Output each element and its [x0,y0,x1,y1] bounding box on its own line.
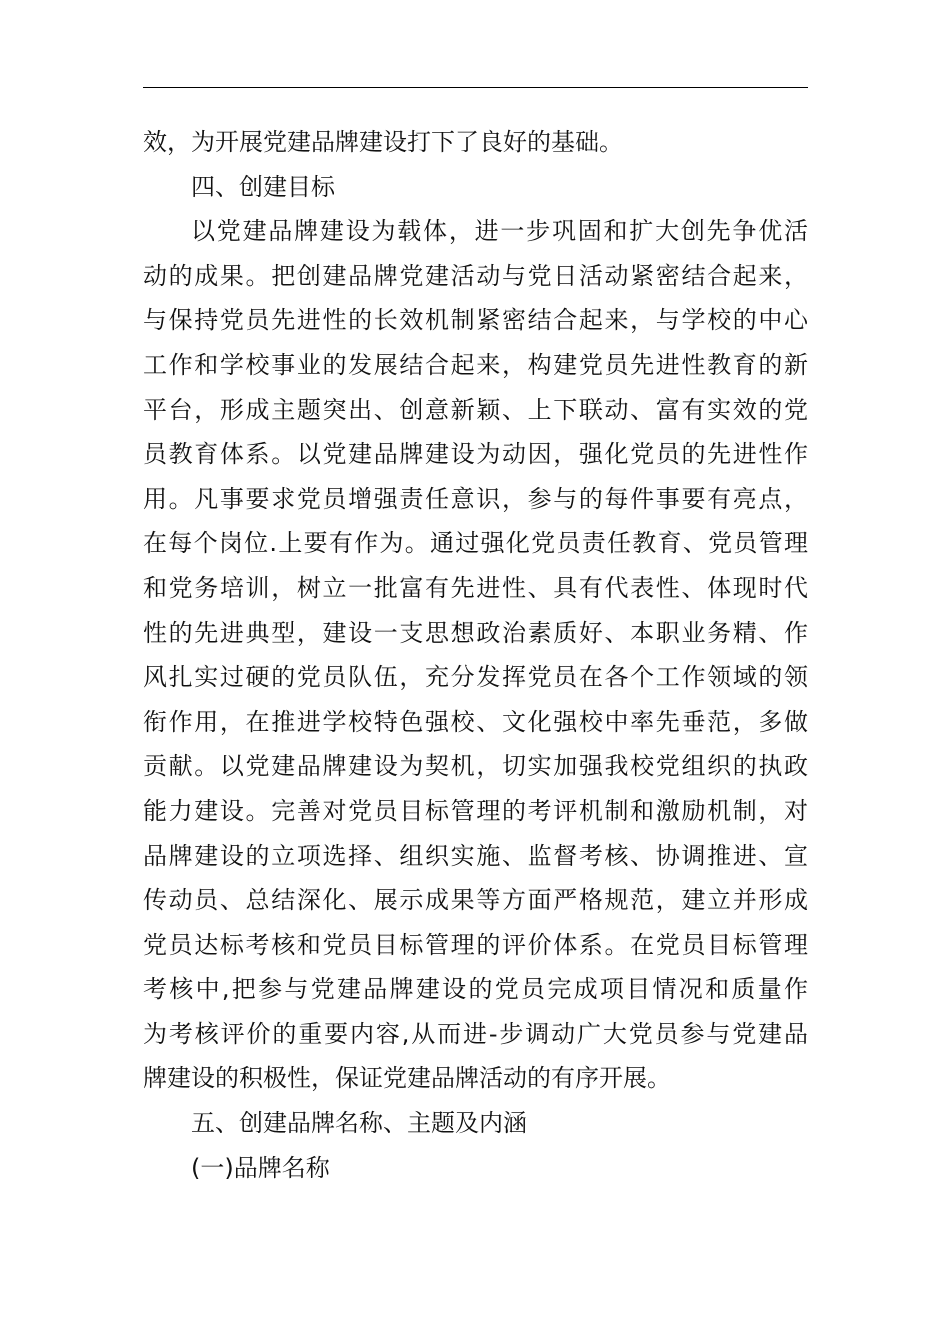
paragraph-line: 效，为开展党建品牌建设打下了良好的基础。 [143,128,623,156]
paragraph-line: 与保持党员先进性的长效机制紧密结合起来，与学校的中心 [143,306,808,335]
paragraph-line: 在每个岗位.上要有作为。通过强化党员责任教育、党员管理 [143,529,808,558]
paragraph-line: 以党建品牌建设为载体，进一步巩固和扩大创先争优活 [191,217,808,246]
heading-text: 四、创建目标 [191,172,335,201]
paragraph-line: 牌建设的积极性，保证党建品牌活动的有序开展。 [143,1064,671,1093]
paragraph-line: 传动员、总结深化、展示成果等方面严格规范，建立并形成 [143,886,808,915]
subsection-1-heading [143,1146,808,1191]
paragraph-line: 衔作用，在推进学校特色强校、文化强校中率先垂范，多做 [143,707,808,736]
paragraph-line: 性的先进典型，建设一支思想政治素质好、本职业务精、作 [143,618,808,647]
paragraph-line: 党员达标考核和党员目标管理的评价体系。在党员目标管理 [143,930,808,959]
paragraph-line: 平台，形成主题突出、创意新颖、上下联动、富有实效的党 [143,395,808,424]
paragraph-line: 用。凡事要求党员增强责任意识，参与的每件事要有亮点， [143,484,808,513]
heading-text: (一)品牌名称 [191,1153,330,1182]
paragraph-line: 贡献。以党建品牌建设为契机，切实加强我校党组织的执政 [143,752,808,781]
paragraph-line: 考核中,把参与党建品牌建设的党员完成项目情况和质量作 [143,975,808,1004]
document-body [143,120,808,1190]
paragraph-line: 为考核评价的重要内容,从而进-步调动广大党员参与党建品 [143,1019,808,1048]
paragraph-line: 风扎实过硬的党员队伍，充分发挥党员在各个工作领域的领 [143,663,808,692]
section-5-heading [143,1101,808,1146]
paragraph-line: 工作和学校事业的发展结合起来，构建党员先进性教育的新 [143,350,808,379]
section-4-heading [143,165,808,210]
intro-tail-paragraph [143,120,808,165]
paragraph-line: 和党务培训，树立一批富有先进性、具有代表性、体现时代 [143,573,808,602]
paragraph-line: 员教育体系。以党建品牌建设为动因，强化党员的先进性作 [143,440,808,469]
paragraph-line: 动的成果。把创建品牌党建活动与党日活动紧密结合起来， [143,261,808,290]
heading-text: 五、创建品牌名称、主题及内涵 [191,1109,527,1138]
section-4-paragraph [143,209,808,1101]
paragraph-line: 能力建设。完善对党员目标管理的考评机制和激励机制，对 [143,796,808,825]
paragraph-line: 品牌建设的立项选择、组织实施、监督考核、协调推进、宣 [143,841,808,870]
header-rule [143,87,808,88]
